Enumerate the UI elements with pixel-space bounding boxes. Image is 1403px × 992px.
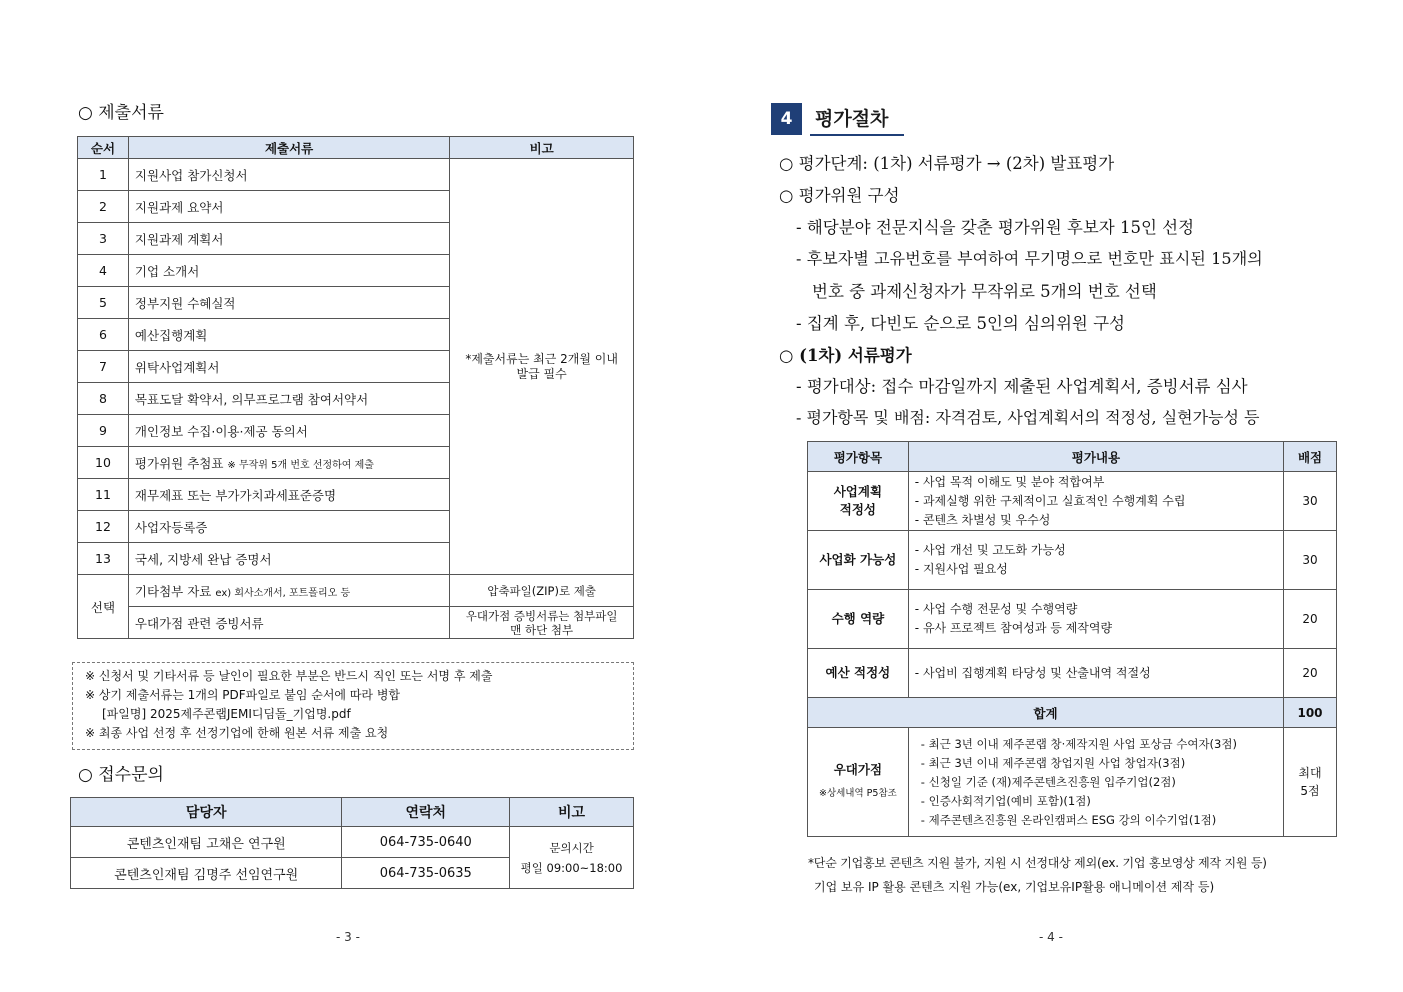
bonus-score	[1284, 728, 1337, 837]
note-line: ※ 신청서 및 기타서류 등 날인이 필요한 부분은 반드시 직인 또는 서명 후 제출	[85, 669, 493, 683]
optional-label: 선택	[78, 575, 129, 639]
document-name: 위탁사업계획서	[128, 351, 449, 383]
bonus-category-cell	[808, 728, 909, 837]
header-remark: 비고	[450, 137, 634, 159]
eval-item: - 사업 목적 이해도 및 분야 적합여부	[914, 474, 1105, 489]
eval-item: - 신청일 기준 (재)제주콘텐츠진흥원 입주기업(2점)	[920, 774, 1176, 789]
section-number-badge: 4	[771, 103, 802, 135]
section-title-documents: ○ 제출서류	[78, 103, 164, 123]
contact-table	[70, 797, 634, 889]
row-number: 11	[78, 479, 129, 511]
row-number: 10	[78, 447, 129, 479]
eval-score: 30	[1284, 531, 1337, 590]
document-name: 사업자등록증	[128, 511, 449, 543]
note-line: ※ 최종 사업 선정 후 선정기업에 한해 원본 서류 제출 요청	[85, 726, 389, 740]
row-number: 5	[78, 287, 129, 319]
text-line: - 평가대상: 접수 마감일까지 제출된 사업계획서, 증빙서류 심사	[796, 377, 1248, 396]
text-line: - 후보자별 고유번호를 부여하여 무기명으로 번호만 표시된 15개의	[796, 249, 1263, 268]
contact-remark-line: 문의시간	[549, 840, 594, 855]
eval-score: 20	[1284, 590, 1337, 649]
document-name: 지원과제 계획서	[128, 223, 449, 255]
eval-category: 사업화 가능성	[808, 531, 909, 590]
table-row	[78, 159, 634, 191]
bonus-category: 우대가점	[833, 762, 883, 777]
document-name: 기타첨부 자료	[134, 583, 212, 599]
eval-item: - 최근 3년 이내 제주콘랩 창업지원 사업 창업자(3점)	[920, 755, 1186, 770]
page-number-right: - 4 -	[1039, 930, 1063, 944]
header-document: 제출서류	[128, 137, 449, 159]
page-number-left: - 3 -	[336, 930, 360, 944]
contact-table-header	[71, 798, 634, 827]
table-row	[808, 472, 1337, 531]
table-row-optional	[78, 607, 634, 639]
bonus-score-line: 5점	[1300, 784, 1320, 798]
table-row	[71, 827, 634, 858]
header-category: 평가항목	[808, 442, 909, 472]
optional-remark: 우대가점 증빙서류는 첨부파일 맨 하단 첨부	[450, 607, 634, 639]
contact-person: 콘텐츠인재팀 김명주 선임연구원	[71, 858, 342, 889]
document-name-cell	[128, 447, 449, 479]
contact-person: 콘텐츠인재팀 고채은 연구원	[71, 827, 342, 858]
row-number: 3	[78, 223, 129, 255]
section-title-contact: ○ 접수문의	[78, 765, 164, 785]
row-number: 12	[78, 511, 129, 543]
table-row-optional	[78, 575, 634, 607]
row-number: 4	[78, 255, 129, 287]
eval-item: - 인증사회적기업(예비 포함)(1점)	[920, 793, 1091, 808]
document-name: 우대가점 관련 증빙서류	[128, 607, 449, 639]
contact-remark	[510, 827, 634, 889]
document-name-cell	[128, 575, 449, 607]
text-line: 번호 중 과제신청자가 무작위로 5개의 번호 선택	[812, 282, 1157, 301]
text-line: ○ 평가위원 구성	[779, 186, 900, 205]
header-content: 평가내용	[908, 442, 1283, 472]
eval-category: 예산 적정성	[808, 649, 909, 698]
document-name: 지원사업 참가신청서	[128, 159, 449, 191]
bonus-sub: ※상세내역 P5참조	[818, 788, 897, 799]
row-number: 1	[78, 159, 129, 191]
eval-item: - 유사 프로젝트 참여성과 등 제작역량	[914, 621, 1113, 635]
header-order: 순서	[78, 137, 129, 159]
document-name: 재무제표 또는 부가가치과세표준증명	[128, 479, 449, 511]
header-person: 담당자	[71, 798, 342, 827]
contact-phone: 064-735-0635	[342, 858, 510, 889]
footnote-line: 기업 보유 IP 활용 콘텐츠 지원 가능(ex, 기업보유IP활용 애니메이션 제작 등)	[814, 880, 1215, 894]
table-row-total	[808, 698, 1337, 728]
table-row	[808, 590, 1337, 649]
table-row	[808, 531, 1337, 590]
header-phone: 연락처	[342, 798, 510, 827]
section-title-evaluation: 평가절차	[815, 108, 889, 130]
title-underline	[810, 134, 904, 136]
evaluation-table-header	[808, 442, 1337, 472]
eval-item: - 과제실행 위한 구체적이고 실효적인 수행계획 수립	[914, 493, 1186, 508]
optional-remark: 압축파일(ZIP)로 제출	[450, 575, 634, 607]
eval-item: - 콘텐츠 차별성 및 우수성	[914, 512, 1051, 527]
document-name: 목표도달 확약서, 의무프로그램 참여서약서	[128, 383, 449, 415]
merged-remark: *제출서류는 최근 2개월 이내 발급 필수	[450, 159, 634, 575]
text-line: - 해당분야 전문지식을 갖춘 평가위원 후보자 15인 선정	[796, 218, 1195, 237]
row-number: 6	[78, 319, 129, 351]
document-note: ※ 무작위 5개 번호 선정하여 제출	[227, 459, 374, 471]
row-number: 8	[78, 383, 129, 415]
documents-table	[77, 136, 634, 639]
document-name: 기업 소개서	[128, 255, 449, 287]
header-remark: 비고	[510, 798, 634, 827]
total-label: 합계	[808, 698, 1284, 728]
eval-item: - 최근 3년 이내 제주콘랩 창·제작지원 사업 포상금 수여자(3점)	[920, 736, 1237, 751]
text-line: - 집계 후, 다빈도 순으로 5인의 심의위원 구성	[796, 314, 1125, 333]
document-note: ex) 회사소개서, 포트폴리오 등	[215, 587, 351, 599]
eval-content	[908, 649, 1283, 698]
notes-box	[72, 662, 634, 750]
note-line: ※ 상기 제출서류는 1개의 PDF파일로 붙임 순서에 따라 병합	[85, 688, 401, 702]
table-row-bonus	[808, 728, 1337, 837]
eval-content	[908, 472, 1283, 531]
total-score: 100	[1284, 698, 1337, 728]
document-name: 평가위원 추첨표	[134, 455, 224, 471]
eval-item: - 사업 개선 및 고도화 가능성	[914, 543, 1066, 557]
evaluation-table	[807, 441, 1337, 837]
row-number: 7	[78, 351, 129, 383]
eval-category: 수행 역량	[808, 590, 909, 649]
text-line: ○ (1차) 서류평가	[779, 346, 912, 365]
text-line: ○ 평가단계: (1차) 서류평가 → (2차) 발표평가	[779, 154, 1115, 173]
eval-content	[908, 590, 1283, 649]
eval-content	[908, 531, 1283, 590]
note-line: [파일명] 2025제주콘랩JEMI디딤돌_기업명.pdf	[102, 707, 351, 721]
table-row	[808, 649, 1337, 698]
footnote-line: *단순 기업홍보 콘텐츠 지원 불가, 지원 시 선정대상 제외(ex. 기업 홍보영상 제작 지원 등)	[808, 856, 1267, 870]
bonus-score-line: 최대	[1298, 766, 1322, 780]
document-name: 예산집행계획	[128, 319, 449, 351]
document-name: 정부지원 수혜실적	[128, 287, 449, 319]
header-score: 배점	[1284, 442, 1337, 472]
bonus-content	[908, 728, 1283, 837]
document-name: 지원과제 요약서	[128, 191, 449, 223]
contact-phone: 064-735-0640	[342, 827, 510, 858]
contact-remark-line: 평일 09:00~18:00	[520, 860, 623, 875]
row-number: 9	[78, 415, 129, 447]
eval-category: 사업계획 적정성	[808, 472, 909, 531]
eval-item: - 지원사업 필요성	[914, 562, 1008, 576]
row-number: 13	[78, 543, 129, 575]
document-name: 국세, 지방세 완납 증명서	[128, 543, 449, 575]
text-line: - 평가항목 및 배점: 자격검토, 사업계획서의 적정성, 실현가능성 등	[796, 408, 1260, 427]
eval-item: - 제주콘텐츠진흥원 온라인캠퍼스 ESG 강의 이수기업(1점)	[920, 812, 1217, 827]
eval-item: - 사업비 집행계획 타당성 및 산출내역 적절성	[914, 665, 1151, 680]
eval-item: - 사업 수행 전문성 및 수행역량	[914, 602, 1078, 616]
document-name: 개인정보 수집·이용·제공 동의서	[128, 415, 449, 447]
eval-score: 30	[1284, 472, 1337, 531]
documents-table-header	[78, 137, 634, 159]
eval-score: 20	[1284, 649, 1337, 698]
row-number: 2	[78, 191, 129, 223]
